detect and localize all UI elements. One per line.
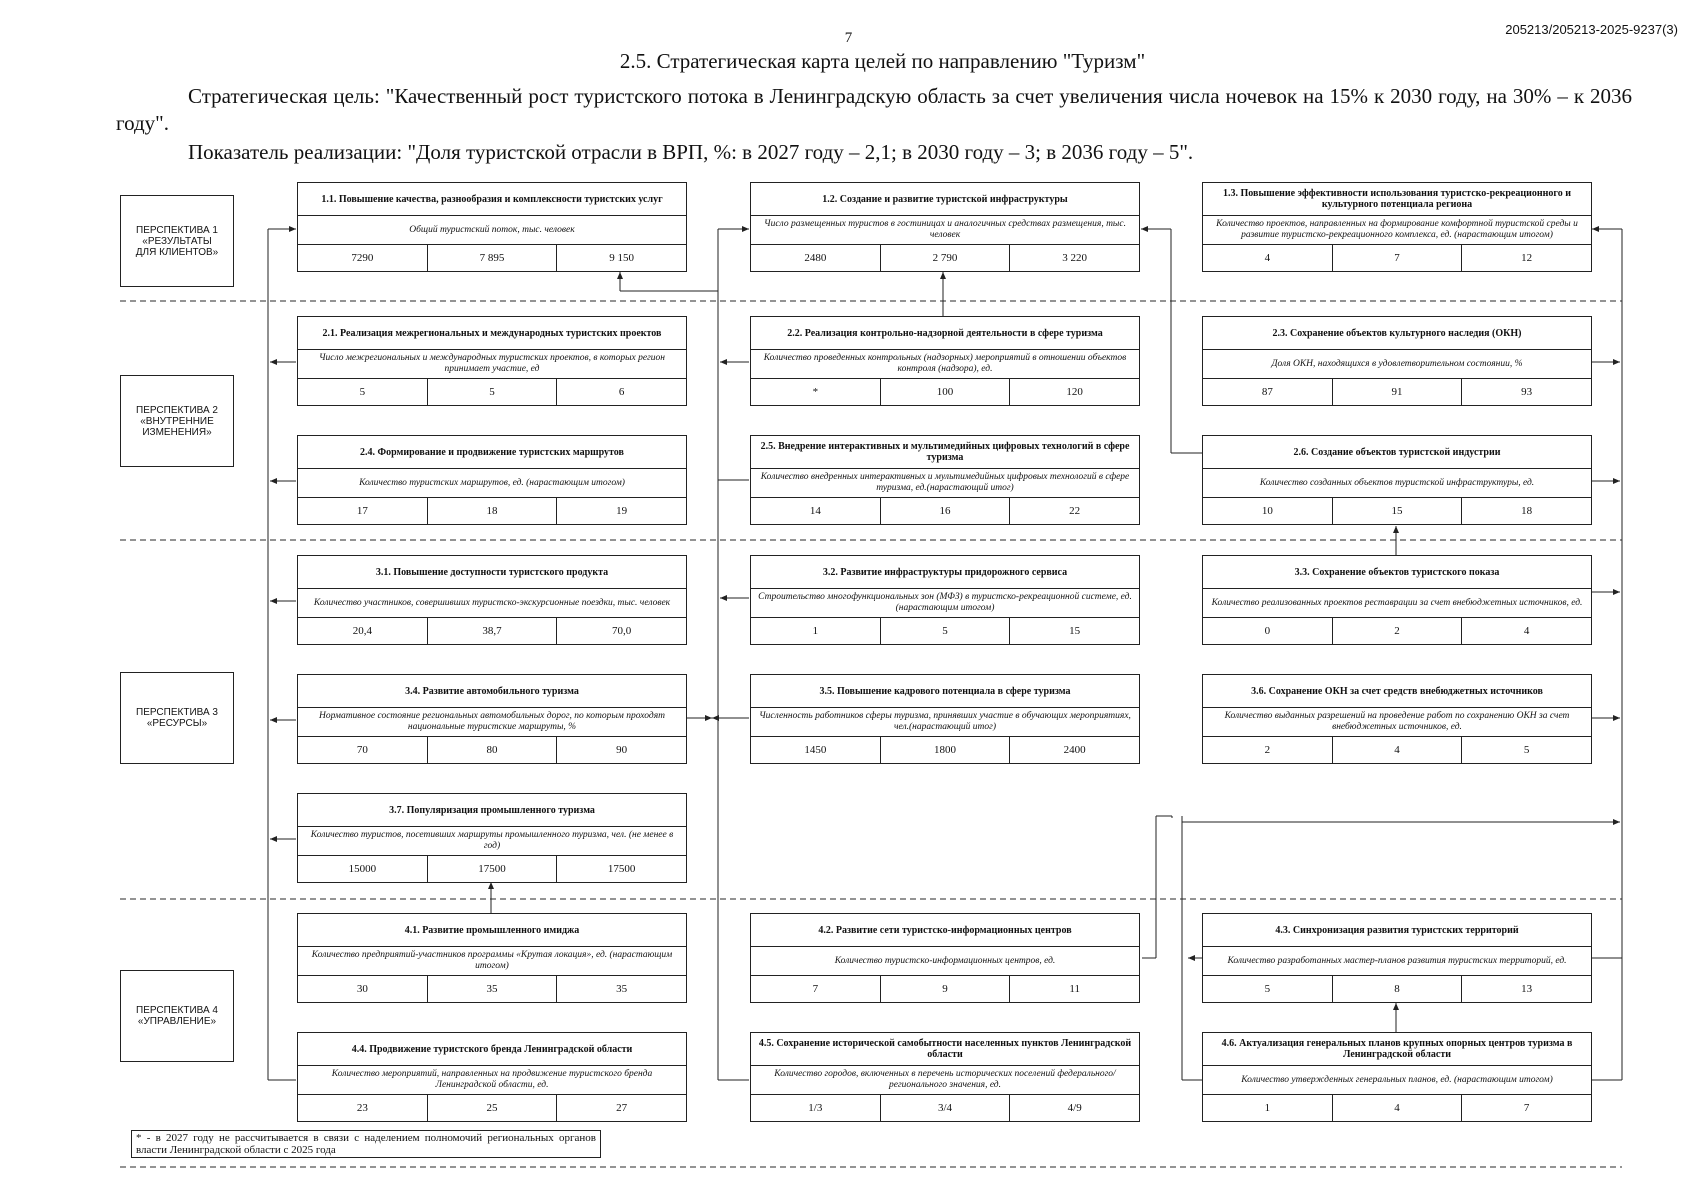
goal-title: 3.3. Сохранение объектов туристского показа	[1203, 556, 1591, 589]
goal-values	[298, 976, 686, 1002]
goal-values	[1203, 1095, 1591, 1121]
implementation-indicator: Показатель реализации: "Доля туристской отрасли в ВРП, %: в 2027 году – 2,1; в 2030 году – 3; в 2036 году – 5".	[188, 140, 1194, 164]
goal-value: 4	[1203, 245, 1333, 271]
goal-values	[1203, 245, 1591, 271]
goal-value: 18	[428, 498, 558, 524]
goal-box	[1202, 555, 1592, 645]
goal-box	[750, 555, 1140, 645]
goal-value: 17	[298, 498, 428, 524]
goal-value: 4	[1333, 1095, 1463, 1121]
goal-value: 22	[1069, 505, 1081, 517]
goal-value: 20,4	[298, 618, 428, 644]
goal-value: 2 790	[881, 245, 1011, 271]
goal-title: 1.1. Повышение качества, разнообразия и комплексности туристских услуг	[298, 183, 686, 216]
goal-indicator: Количество мероприятий, направленных на продвижение туристского бренда Ленинградской области, ед.	[298, 1066, 686, 1095]
goal-box	[750, 182, 1140, 272]
goal-title: 2.6. Создание объектов туристской индустрии	[1203, 436, 1591, 469]
goal-value: 12	[1521, 252, 1533, 264]
goal-title: 4.1. Развитие промышленного имиджа	[298, 914, 686, 947]
goal-value: 1	[1203, 1095, 1333, 1121]
goal-value: 9 150	[609, 252, 635, 264]
goal-value: 7	[1523, 1102, 1530, 1114]
goal-box	[750, 435, 1140, 525]
goal-values	[751, 976, 1139, 1002]
goal-value: 100	[881, 379, 1011, 405]
goal-title: 1.3. Повышение эффективности использования туристско-рекреационного и культурного потенциала региона	[1203, 183, 1591, 216]
goal-values	[298, 498, 686, 524]
goal-indicator: Общий туристский поток, тыс. человек	[298, 216, 686, 245]
perspective-2: ПЕРСПЕКТИВА 2 «ВНУТРЕННИЕ ИЗМЕНЕНИЯ»	[120, 375, 234, 467]
goal-value: 2400	[1063, 744, 1086, 756]
goal-title: 4.4. Продвижение туристского бренда Ленинградской области	[298, 1033, 686, 1066]
footnote: * - в 2027 году не рассчитывается в связи с наделением полномочий региональных органов власти Ленинградской области с 2025 года	[131, 1130, 601, 1158]
goal-box	[750, 913, 1140, 1003]
goal-title: 3.5. Повышение кадрового потенциала в сфере туризма	[751, 675, 1139, 708]
goal-indicator: Нормативное состояние региональных автомобильных дорог, по которым проходят национальные туристские маршруты, %	[298, 708, 686, 737]
goal-box	[297, 182, 687, 272]
goal-box	[297, 435, 687, 525]
goal-value: 80	[428, 737, 558, 763]
goal-values	[751, 498, 1139, 524]
goal-indicator: Количество созданных объектов туристской инфраструктуры, ед.	[1203, 469, 1591, 498]
goal-indicator: Количество городов, включенных в перечень исторических поселений федерального/регионального значения, ед.	[751, 1066, 1139, 1095]
document-number: 205213/205213-2025-9237(3)	[1505, 22, 1678, 37]
goal-box	[1202, 674, 1592, 764]
goal-value: 7	[751, 976, 881, 1002]
perspective-3: ПЕРСПЕКТИВА 3 «РЕСУРСЫ»	[120, 672, 234, 764]
goal-value: 30	[298, 976, 428, 1002]
goal-value: 27	[616, 1102, 628, 1114]
goal-value: 1	[751, 618, 881, 644]
goal-value: 18	[1521, 505, 1533, 517]
goal-value: 4	[1333, 737, 1463, 763]
goal-box	[1202, 435, 1592, 525]
goal-title: 1.2. Создание и развитие туристской инфраструктуры	[751, 183, 1139, 216]
goal-value: 23	[298, 1095, 428, 1121]
goal-value: 2	[1333, 618, 1463, 644]
perspective-1: ПЕРСПЕКТИВА 1 «РЕЗУЛЬТАТЫ ДЛЯ КЛИЕНТОВ»	[120, 195, 234, 287]
goal-value: 87	[1203, 379, 1333, 405]
goal-title: 4.2. Развитие сети туристско-информационных центров	[751, 914, 1139, 947]
goal-indicator: Количество туристских маршрутов, ед. (нарастающим итогом)	[298, 469, 686, 498]
goal-box	[297, 316, 687, 406]
goal-box	[1202, 1032, 1592, 1122]
goal-value: 10	[1203, 498, 1333, 524]
goal-indicator: Количество туристско-информационных центров, ед.	[751, 947, 1139, 976]
goal-value: 120	[1066, 386, 1083, 398]
goal-values	[751, 245, 1139, 271]
goal-box	[297, 1032, 687, 1122]
goal-value: 17500	[428, 856, 558, 882]
goal-values	[298, 379, 686, 405]
goal-box	[297, 674, 687, 764]
goal-value: 3 220	[1062, 252, 1088, 264]
goal-title: 3.4. Развитие автомобильного туризма	[298, 675, 686, 708]
goal-title: 4.3. Синхронизация развития туристских территорий	[1203, 914, 1591, 947]
goal-values	[751, 618, 1139, 644]
goal-value: 15000	[298, 856, 428, 882]
goal-value: 13	[1521, 983, 1533, 995]
goal-values	[298, 1095, 686, 1121]
goal-indicator: Количество разработанных мастер-планов развития туристских территорий, ед.	[1203, 947, 1591, 976]
goal-value: 90	[616, 744, 628, 756]
goal-value: 5	[1523, 744, 1530, 756]
goal-indicator: Количество предприятий-участников программы «Крутая локация», ед. (нарастающим итогом)	[298, 947, 686, 976]
goal-value: 91	[1333, 379, 1463, 405]
goal-indicator: Количество утвержденных генеральных планов, ед. (нарастающим итогом)	[1203, 1066, 1591, 1095]
goal-value: 2480	[751, 245, 881, 271]
goal-value: 1/3	[751, 1095, 881, 1121]
goal-title: 2.4. Формирование и продвижение туристских маршрутов	[298, 436, 686, 469]
goal-value: 1800	[881, 737, 1011, 763]
goal-value: 35	[616, 983, 628, 995]
goal-value: 25	[428, 1095, 558, 1121]
goal-value: 35	[428, 976, 558, 1002]
strategic-goal: Стратегическая цель: "Качественный рост туристского потока в Ленинградскую область за счет увеличения числа ночевок на 15% к 2030 году, на 30% – к 2036 году".	[116, 84, 1632, 135]
goal-value: 2	[1203, 737, 1333, 763]
goal-value: *	[751, 379, 881, 405]
goal-values	[1203, 976, 1591, 1002]
goal-indicator: Количество проектов, направленных на формирование комфортной туристской среды и развитие туристско-рекреационного комплекса, ед. (нарастающим итогом)	[1203, 216, 1591, 245]
goal-box	[1202, 316, 1592, 406]
goal-value: 5	[1203, 976, 1333, 1002]
goal-indicator: Количество проведенных контрольных (надзорных) мероприятий в отношении объектов контроля (надзора), ед.	[751, 350, 1139, 379]
goal-value: 7	[1333, 245, 1463, 271]
goal-box	[1202, 913, 1592, 1003]
goal-title: 3.1. Повышение доступности туристского продукта	[298, 556, 686, 589]
goal-value: 7290	[298, 245, 428, 271]
goal-indicator: Количество участников, совершивших туристско-экскурсионные поездки, тыс. человек	[298, 589, 686, 618]
goal-value: 17500	[607, 863, 636, 875]
page-title: 2.5. Стратегическая карта целей по направлению "Туризм"	[619, 49, 1146, 73]
goal-values	[751, 379, 1139, 405]
goal-values	[298, 618, 686, 644]
goal-value: 19	[616, 505, 628, 517]
goal-value: 5	[298, 379, 428, 405]
goal-title: 3.2. Развитие инфраструктуры придорожного сервиса	[751, 556, 1139, 589]
goal-value: 5	[428, 379, 558, 405]
goal-value: 0	[1203, 618, 1333, 644]
goal-value: 6	[618, 386, 625, 398]
goal-value: 15	[1333, 498, 1463, 524]
goal-title: 2.1. Реализация межрегиональных и международных туристских проектов	[298, 317, 686, 350]
goal-value: 70,0	[612, 625, 632, 637]
goal-indicator: Количество реализованных проектов реставрации за счет внебюджетных источников, ед.	[1203, 589, 1591, 618]
goal-value: 8	[1333, 976, 1463, 1002]
goal-values	[298, 856, 686, 882]
goal-values	[298, 245, 686, 271]
goal-box	[750, 674, 1140, 764]
goal-value: 93	[1521, 386, 1533, 398]
goal-value: 7 895	[428, 245, 558, 271]
goal-values	[1203, 618, 1591, 644]
goal-title: 3.6. Сохранение ОКН за счет средств внебюджетных источников	[1203, 675, 1591, 708]
goal-indicator: Количество выданных разрешений на проведение работ по сохранению ОКН за счет внебюджетных источников, ед.	[1203, 708, 1591, 737]
goal-box	[297, 793, 687, 883]
goal-title: 3.7. Популяризация промышленного туризма	[298, 794, 686, 827]
goal-value: 38,7	[428, 618, 558, 644]
goal-values	[751, 1095, 1139, 1121]
goal-value: 11	[1069, 983, 1080, 995]
goal-value: 16	[881, 498, 1011, 524]
goal-value: 1450	[751, 737, 881, 763]
goal-value: 14	[751, 498, 881, 524]
goal-indicator: Число межрегиональных и международных туристских проектов, в которых регион принимает участие, ед	[298, 350, 686, 379]
goal-indicator: Количество внедренных интерактивных и мультимедийных цифровых технологий в сфере туризма, ед.(нарастающий итог)	[751, 469, 1139, 498]
goal-box	[750, 316, 1140, 406]
goal-title: 2.3. Сохранение объектов культурного наследия (ОКН)	[1203, 317, 1591, 350]
goal-value: 4/9	[1067, 1102, 1082, 1114]
goal-title: 4.6. Актуализация генеральных планов крупных опорных центров туризма в Ленинградской области	[1203, 1033, 1591, 1066]
goal-box	[750, 1032, 1140, 1122]
goal-indicator: Доля ОКН, находящихся в удовлетворительном состоянии, %	[1203, 350, 1591, 379]
goal-values	[1203, 379, 1591, 405]
goal-values	[1203, 737, 1591, 763]
goal-value: 15	[1069, 625, 1081, 637]
goal-values	[1203, 498, 1591, 524]
goal-value: 9	[881, 976, 1011, 1002]
goal-title: 4.5. Сохранение исторической самобытности населенных пунктов Ленинградской области	[751, 1033, 1139, 1066]
goal-box	[1202, 182, 1592, 272]
goal-box	[297, 555, 687, 645]
goal-indicator: Строительство многофункциональных зон (МФЗ) в туристско-рекреационной системе, ед. (нарастающим итогом)	[751, 589, 1139, 618]
goal-value: 3/4	[881, 1095, 1011, 1121]
goal-values	[298, 737, 686, 763]
goal-indicator: Количество туристов, посетивших маршруты промышленного туризма, чел. (не менее в год)	[298, 827, 686, 856]
perspective-4: ПЕРСПЕКТИВА 4 «УПРАВЛЕНИЕ»	[120, 970, 234, 1062]
goal-value: 4	[1523, 625, 1530, 637]
goal-value: 5	[881, 618, 1011, 644]
goal-values	[751, 737, 1139, 763]
goal-title: 2.5. Внедрение интерактивных и мультимедийных цифровых технологий в сфере туризма	[751, 436, 1139, 469]
goal-indicator: Число размещенных туристов в гостиницах и аналогичных средствах размещения, тыс. человек	[751, 216, 1139, 245]
page-number: 7	[844, 30, 853, 46]
goal-title: 2.2. Реализация контрольно-надзорной деятельности в сфере туризма	[751, 317, 1139, 350]
goal-value: 70	[298, 737, 428, 763]
goal-box	[297, 913, 687, 1003]
goal-indicator: Численность работников сферы туризма, принявших участие в обучающих мероприятиях, чел.(нарастающий итог)	[751, 708, 1139, 737]
